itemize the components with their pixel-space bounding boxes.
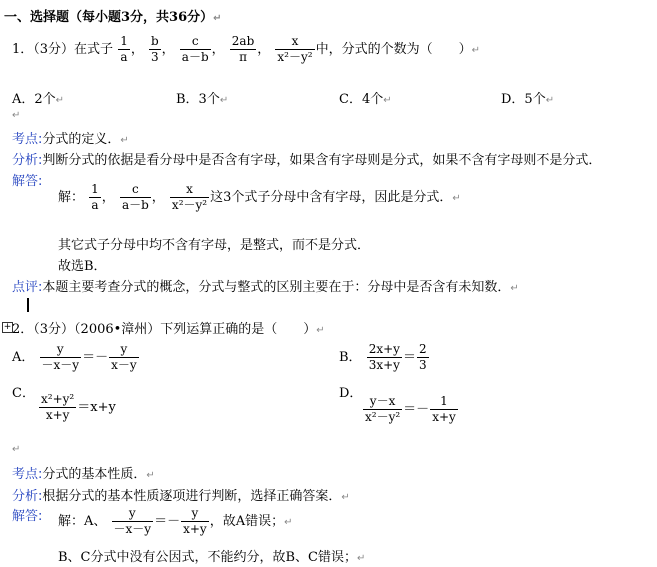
q1-kaodian: 考点:分式的定义．↵ [12,132,129,147]
fraction: $\frac{c}{a-b}$ [181,34,209,64]
q2-option-c-expr: $\frac{\text{x²+y²}}{x+y}$ ＝x+y [41,392,116,422]
fraction: $\frac{1}{a}$ [120,34,128,64]
q1-fenxi: 分析:判断分式的依据是看分母中是否含有字母，如果含有字母则是分式，如果不含有字母则不是分式． [12,153,602,168]
option-c: C．4个↵ [339,92,392,107]
fraction: $\frac{2ab}{\pi}$ [231,34,255,64]
q2-option-a: A． $\frac{y}{-x-y}$ ＝－ $\frac{y}{x-y}$ [12,342,137,372]
q1-dianping: 点评:本题主要考查分式的概念，分式与整式的区别主要在于：分母中是否含有未知数．↵ [12,280,519,295]
q1-solution-line-3: 故选B． [58,259,107,274]
question-1-stem: 1．（3分）在式子 $\frac{1}{a}$ ， $\frac{b}{3}$ ， $\frac{c}{a-b}$ ， $\frac{2ab}{\pi}$ ， $\frac{x}{\text{x²－y²}}$ 中，分式的个数为（ ）↵ [12,34,480,64]
q2-kaodian: 考点:分式的基本性质．↵ [12,467,155,482]
option-d: D．5个↵ [501,92,555,107]
q2-option-c: C． [12,386,35,401]
question-2-stem: 2．（3分）（2006•漳州）下列运算正确的是（ ）↵ [12,322,325,337]
q2-option-d: D． [339,386,363,401]
table-move-handle-icon[interactable]: + [3,322,12,332]
option-a: A．2个↵ [12,92,65,107]
q2-option-b: B． $\frac{2x+y}{3x+y}$ ＝ $\frac{2}{3}$ [339,342,427,372]
section-title: 一、选择题（每小题3分，共36分）↵ [4,10,222,25]
q1-solution-line-1: 解： $\frac{1}{a}$ ， $\frac{c}{a-b}$ ， $\frac{x}{\text{x²－y²}}$ 这3个式子分母中含有字母，因此是分式．↵ [58,182,461,212]
q2-solution-line-1: 解：A、 $\frac{y}{-x-y}$ ＝－ $\frac{y}{x+y}$ ，故A错误；↵ [58,506,293,536]
fraction: $\frac{b}{3}$ [150,34,159,64]
text-cursor [27,298,29,312]
q2-fenxi: 分析:根据分式的基本性质逐项进行判断，选择正确答案．↵ [12,489,350,504]
q2-jieda-label: 解答: [12,509,43,524]
q1-jieda-label: 解答: [12,174,43,189]
q1-solution-line-2: 其它式子分母中均不含有字母，是整式，而不是分式． [58,238,371,253]
fraction: $\frac{x}{\text{x²－y²}}$ [277,34,313,64]
option-b: B．3个↵ [176,92,229,107]
q2-solution-line-2: B、C分式中没有公因式，不能约分，故B、C错误；↵ [58,550,366,565]
q2-option-d-expr: $\frac{y-x}{\text{x²－y²}}$ ＝－ $\frac{1}{x+y}$ [365,394,456,424]
return-mark: ↵ [12,444,21,455]
return-mark: ↵ [12,110,21,121]
